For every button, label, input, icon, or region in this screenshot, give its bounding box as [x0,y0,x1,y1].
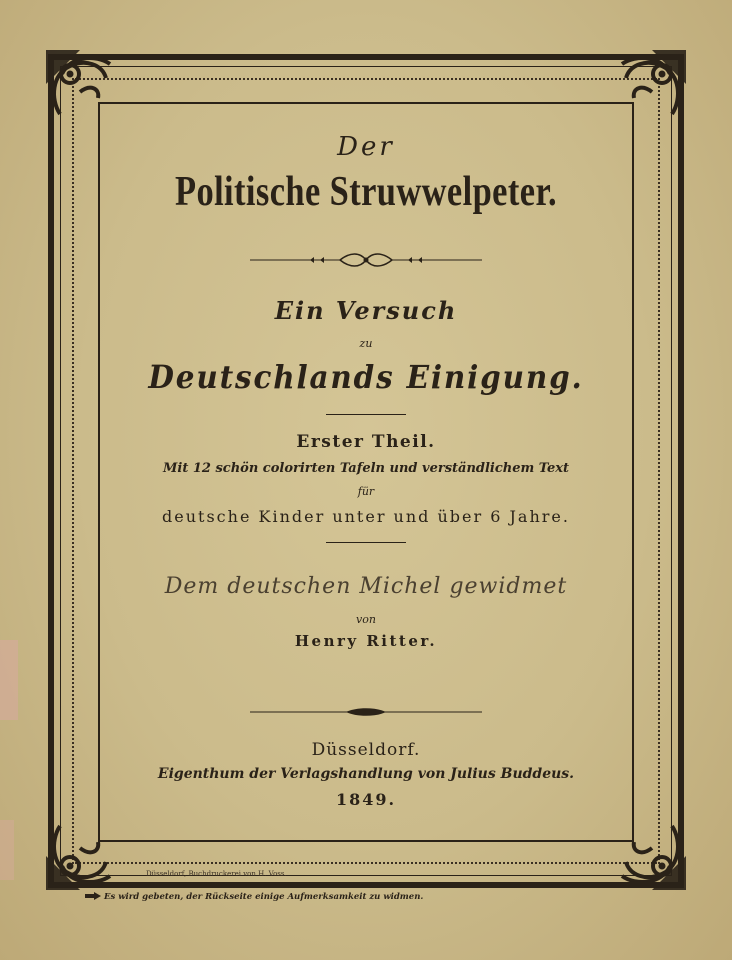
author-name: Henry Ritter. [294,632,438,650]
pointing-hand-icon [84,890,102,902]
preposition-fuer: für [357,485,375,498]
book-title: Politische Struwwelpeter. [174,169,558,215]
preposition-von: von [356,613,376,626]
short-rule-top [326,414,406,415]
part-label: Erster Theil. [296,432,436,452]
ornamental-divider-lower-icon [250,702,482,722]
plates-description: Mit 12 schön colorirten Tafeln und verständlichem Text [162,461,569,476]
footnote-text: Es wird gebeten, der Rückseite einige Aufmerksamkeit zu widmen. [104,892,424,902]
imprint-year: 1849. [335,790,397,809]
subtitle-line-1: Ein Versuch [274,296,458,325]
ornamental-divider-icon [250,250,482,270]
subtitle-connector: zu [359,337,373,350]
title-page-content [100,104,632,840]
imprint-publisher: Eigenthum der Verlagshandlung von Julius Buddeus. [157,766,575,782]
subtitle-line-2: Deutschlands Einigung. [148,358,584,396]
title-article: Der [337,132,395,162]
printer-credit: Düsseldorf, Buchdruckerei von H. Voss. [146,870,287,878]
paper-stain [0,640,18,720]
audience-line: deutsche Kinder unter und über 6 Jahre. [162,507,570,526]
paper-stain-lower [0,820,14,880]
dedication-line: Dem deutschen Michel gewidmet [164,574,568,599]
short-rule-middle [326,542,406,543]
imprint-city: Düsseldorf. [311,740,421,760]
